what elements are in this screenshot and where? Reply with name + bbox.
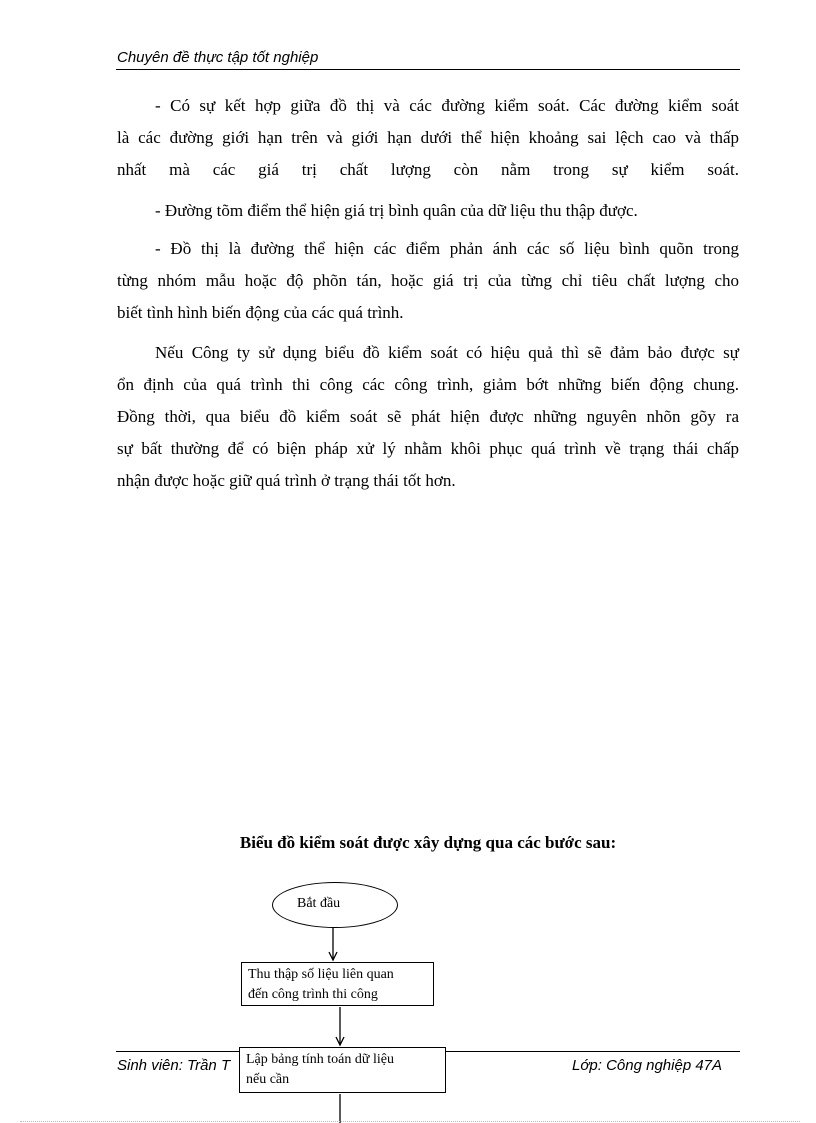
flowchart-title: Biểu đồ kiểm soát được xây dựng qua các bước sau:	[239, 833, 617, 852]
paragraph-line: từng nhóm mẫu hoặc độ phõn tán, hoặc giá trị của từng chỉ tiêu chất lượng cho	[117, 271, 739, 290]
flowchart-start-node	[272, 882, 398, 928]
step-label-line: Thu thập số liệu liên quan	[248, 967, 394, 982]
flowchart-step-collect-data	[241, 962, 434, 1006]
paragraph-line: nhận được hoặc giữ quá trình ở trạng thái tốt hơn.	[117, 471, 456, 490]
paragraph-line: biết tình hình biến động của các quá trình.	[117, 303, 404, 322]
page-bottom-edge	[20, 1121, 800, 1122]
footer-class: Lớp: Công nghiệp 47A	[572, 1057, 723, 1074]
flowchart-step-calc-table	[239, 1047, 446, 1093]
start-node-label: Bắt đầu	[297, 896, 341, 911]
step-label-line: Lập bảng tính toán dữ liệu	[246, 1052, 394, 1067]
paragraph-line: ổn định của quá trình thi công các công trình, giảm bớt những biến động chung.	[117, 375, 739, 394]
step-label-line: đến công trình thi công	[248, 987, 378, 1002]
paragraph-line: Nếu Công ty sử dụng biểu đồ kiểm soát có hiệu quả thì sẽ đảm bảo được sự	[155, 343, 739, 362]
paragraph-line: - Đồ thị là đường thể hiện các điểm phản ánh các số liệu bình quõn trong	[155, 239, 739, 258]
paragraph-line: nhất mà các giá trị chất lượng còn nằm trong sự kiểm soát.	[117, 160, 739, 179]
step-label-line: nếu cần	[246, 1072, 290, 1087]
paragraph-line: là các đường giới hạn trên và giới hạn dưới thể hiện khoảng sai lệch cao và thấp	[117, 128, 739, 147]
paragraph-line: Đồng thời, qua biểu đồ kiểm soát sẽ phát hiện được những nguyên nhõn gõy ra	[117, 407, 739, 426]
paragraph-line: sự bất thường để có biện pháp xử lý nhằm khôi phục quá trình về trạng thái chấp	[117, 439, 739, 458]
paragraph-line: - Có sự kết hợp giữa đồ thị và các đường kiểm soát. Các đường kiểm soát	[155, 96, 739, 115]
running-header: Chuyên đề thực tập tốt nghiệp	[117, 49, 319, 66]
footer-student: Sinh viên: Trần T	[117, 1057, 231, 1074]
paragraph-line: - Đường tõm điểm thể hiện giá trị bình quân của dữ liệu thu thập được.	[155, 201, 638, 220]
